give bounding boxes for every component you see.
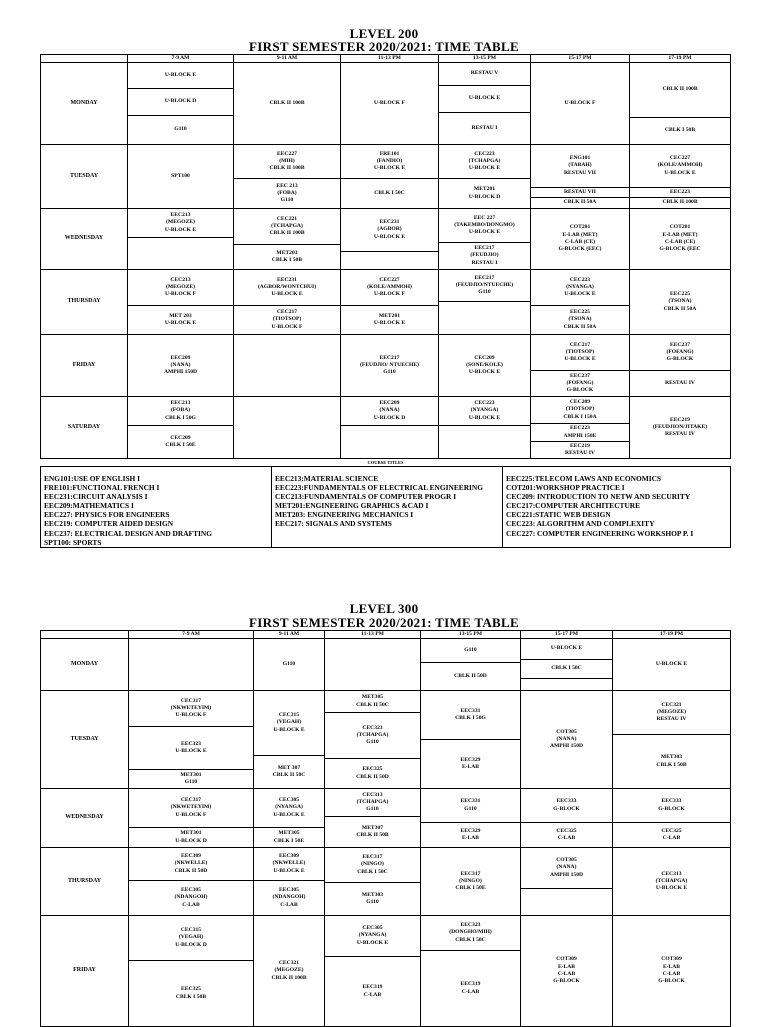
timetable-cell: G110 — [127, 115, 234, 145]
timetable-cell: CEC305 (NYANGA) U-BLOCK E — [324, 915, 421, 957]
timetable-cell: CBLK I 50B — [629, 117, 731, 145]
timetable-cell: CEC223 (NYANGA) U-BLOCK E — [438, 396, 531, 426]
timetable-cell: EEC219 RESTAU IV — [530, 441, 630, 459]
timetable-cell: EEC219 (FEUDJION/JITAKE) RESTAU IV — [629, 396, 731, 459]
timetable-cell: EEC331 CBLK I 50G — [420, 690, 521, 740]
timetable-cell: CEC209 CBLK I 50E — [127, 425, 234, 459]
day-label: MONDAY — [40, 638, 129, 691]
timetable-cell: EEC209 (NANA) AMPHI 150D — [127, 334, 234, 397]
timetable-cell — [127, 237, 234, 270]
timetable-cell: EEC227 (MIH) CBLK II 100B — [233, 144, 341, 179]
timetable-cell: EEC225 (TSONA) CBLK II 50A — [530, 305, 630, 335]
timetable-cell: EEC 227 (TAKEMBO/DONGMO) U-BLOCK E — [438, 208, 531, 243]
course-titles-column-2 — [275, 474, 483, 529]
course-title: EEC225:TELECOM LAWS AND ECONOMICS — [506, 474, 662, 483]
time-header: 15-17 PM — [520, 630, 613, 639]
timetable-cell: EEC305 (NDANGOH) C-LAB — [128, 880, 254, 916]
day-label: TUESDAY — [40, 144, 128, 209]
timetable-cell: EEC217 (FEUDJIO) RESTAU I — [438, 242, 531, 270]
course-titles-column-1 — [44, 474, 212, 547]
timetable-cell: CBLK II 100B — [629, 197, 731, 209]
timetable-cell: CEC221 (TCHAPGA) CBLK II 100B — [233, 208, 341, 245]
timetable-cell: G110 — [420, 638, 521, 663]
course-title: EEC217: SIGNALS AND SYSTEMS — [275, 519, 392, 529]
timetable-cell: CEC325 C-LAB — [612, 822, 731, 848]
timetable-cell: U-BLOCK E — [127, 62, 234, 89]
timetable-cell — [340, 251, 439, 270]
timetable-cell: EEC323 (DONGHO/MIH) CBLK I 50C — [420, 915, 521, 951]
timetable-cell: MET305 CBLK II 50C — [324, 690, 421, 713]
course-titles-label: COURSE TITLES — [367, 460, 404, 465]
course-title: EEC227: PHYSICS FOR ENGINEERS — [44, 510, 170, 520]
timetable-cell — [128, 638, 254, 691]
course-title: MET201:ENGINEERING GRAPHICS &CAD I — [275, 501, 429, 511]
time-header: 17-19 PM — [612, 630, 731, 639]
timetable-cell: EEC309 (NKWELLE) U-BLOCK E — [253, 847, 325, 881]
timetable-cell: EEC323 U-BLOCK E — [128, 726, 254, 770]
day-label: WEDNESDAY — [40, 208, 128, 270]
timetable-cell — [340, 425, 439, 459]
day-label: SATURDAY — [40, 396, 128, 459]
timetable-cell: EEC231 (AGBOR) U-BLOCK E — [340, 208, 439, 252]
timetable-cell — [233, 334, 341, 397]
timetable-cell — [438, 301, 531, 335]
timetable-cell: EEC309 (NKWELLE) CBLK II 50D — [128, 847, 254, 881]
timetable-cell: EEC317 (NINGO) CBLK I 50C — [324, 847, 421, 883]
timetable-cell: EEC237 (FOFANG) G-BLOCK — [530, 370, 630, 397]
course-title: CEC209: INTRODUCTION TO NETW AND SECURITY — [506, 492, 691, 502]
timetable-cell: RESTAU V — [438, 62, 531, 86]
timetable-cell: CEC213 (MEGOZE) U-BLOCK F — [127, 269, 234, 306]
time-header: 7-9 AM — [127, 54, 234, 63]
timetable-cell: EEC213 (FOBA) CBLK I 50G — [127, 396, 234, 426]
timetable-cell: EEC331 G110 — [420, 788, 521, 823]
timetable-cell: COT305 (NANA) AMPHI 150D — [520, 847, 613, 889]
timetable-cell: EEC325 CBLK II 50D — [324, 758, 421, 789]
timetable-cell: CBLK II 100B — [233, 62, 341, 145]
day-label: FRIDAY — [40, 915, 129, 1027]
timetable-cell: FRE101 (FANDIO) U-BLOCK E — [340, 144, 439, 179]
timetable-cell: CEC321 (MEGOZE) CBLK II 100B — [253, 915, 325, 1027]
timetable-cell: CEC323 (TCHAPGA) G110 — [324, 712, 421, 759]
course-title: EEC231:CIRCUIT ANALYSIS I — [44, 492, 148, 502]
timetable-cell: EEC217 (FEUDJIO/NTUECHE) G110 — [438, 269, 531, 302]
course-title: MET203: ENGINEERING MECHANICS I — [275, 510, 414, 520]
timetable-cell: G110 — [253, 638, 325, 691]
timetable-cell: CEC317 (NKWETEYIM) U-BLOCK F — [128, 690, 254, 727]
course-title: EEC219: COMPUTER AIDED DESIGN — [44, 519, 174, 529]
time-header: 7-9 AM — [128, 630, 254, 639]
timetable-cell: CBLK II 50A — [530, 197, 630, 209]
timetable-cell: CEC209 (TIOTSOP) CBLK I 150A — [530, 396, 630, 424]
time-header: 15-17 PM — [530, 54, 630, 63]
timetable-cell: MET 307 CBLK II 50C — [253, 755, 325, 789]
day-label: THURSDAY — [40, 269, 128, 335]
timetable-cell — [233, 396, 341, 459]
timetable-cell: EEC217 (FEUDJIO/ NTUECHE) G110 — [340, 334, 439, 397]
timetable-cell: CEC313 (TCHAPGA) G110 — [324, 788, 421, 817]
course-title: SPT100: SPORTS — [44, 537, 102, 547]
timetable-cell: MET201 U-BLOCK E — [340, 305, 439, 335]
timetable-cell: MET307 CBLK II 50B — [324, 816, 421, 848]
course-title: EEC223:FUNDAMENTALS OF ELECTRICAL ENGINEERING — [275, 483, 483, 493]
course-titles-column-3 — [506, 474, 693, 538]
level-300-semester-title: FIRST SEMESTER 2020/2021: TIME TABLE — [249, 615, 519, 630]
timetable-cell: COT305 (NANA) AMPHI 150D — [520, 690, 613, 789]
timetable-cell: RESTAU I — [438, 112, 531, 145]
level-200-title: LEVEL 200 — [349, 26, 419, 41]
time-header: 9-11 AM — [233, 54, 341, 63]
day-label: TUESDAY — [40, 690, 129, 789]
timetable-cell: U-BLOCK F — [340, 62, 439, 145]
course-title: COT201:WORKSHOP PRACTICE I — [506, 483, 625, 493]
timetable-cell: EEC329 E-LAB — [420, 739, 521, 789]
timetable-cell: MET303 G110 — [324, 882, 421, 916]
timetable-cell: EEC333 G-BLOCK — [520, 788, 613, 823]
timetable-cell: COT309 E-LAB C-LAB G-BLOCK — [612, 915, 731, 1027]
timetable-cell: CEC315 (VEGAH) U-BLOCK D — [128, 915, 254, 961]
course-title: CEC227: COMPUTER ENGINEERING WORKSHOP P. I — [506, 528, 694, 538]
course-title: CEC221:STATIC WEB DESIGN — [506, 510, 611, 520]
course-title: EEC213:MATERIAL SCIENCE — [275, 474, 379, 483]
course-title: CEC223: ALGORITHM AND COMPLEXITY — [506, 519, 655, 529]
timetable-cell: CEC217 (TIOTSOP) U-BLOCK E — [530, 334, 630, 371]
timetable-cell: SPT100 — [127, 144, 234, 209]
time-header: 17-19 PM — [629, 54, 731, 63]
timetable-cell: COT309 E-LAB C-LAB G-BLOCK — [520, 915, 613, 1027]
timetable-cell: EEC237 (FOFANG) G-BLOCK — [629, 334, 731, 371]
timetable-cell: CEC217 (TIOTSOP) U-BLOCK F — [233, 305, 341, 335]
timetable-cell: CBLK I 50C — [340, 178, 439, 209]
course-title: EEC237: ELECTRICAL DESIGN AND DRAFTING — [44, 528, 212, 538]
timetable-cell: EEC325 CBLK I 50B — [128, 960, 254, 1027]
day-label: FRIDAY — [40, 334, 128, 397]
time-header: 13-15 PM — [438, 54, 531, 63]
timetable-cell: ENG101 (TABAH) RESTAU VII — [530, 144, 630, 188]
timetable-cell: EEC223 AMPHI 150E — [530, 423, 630, 442]
timetable-cell: EEC223 — [629, 187, 731, 198]
course-title: FRE101:FUNCTIONAL FRENCH I — [44, 483, 160, 493]
day-label: MONDAY — [40, 62, 128, 145]
timetable-cell: CEC209 (SONE/KOLE) U-BLOCK E — [438, 334, 531, 397]
timetable-cell: COT201 E-LAB (MET) C-LAB (CE) G-BLOCK (EEC) — [530, 208, 630, 270]
timetable-cell: EEC209 (NANA) U-BLOCK D — [340, 396, 439, 426]
timetable-cell: EEC317 (NINGO) CBLK I 50E — [420, 847, 521, 916]
timetable-cell: U-BLOCK E — [438, 85, 531, 113]
time-header: 11-13 PM — [340, 54, 439, 63]
timetable-cell: CEC321 (MEGOZE) RESTAU IV — [612, 690, 731, 735]
timetable-cell: MET301 G110 — [128, 769, 254, 789]
timetable-cell — [520, 888, 613, 916]
timetable-cell: EEC305 (NDANGOH) C-LAB — [253, 880, 325, 916]
day-label: WEDNESDAY — [40, 788, 129, 848]
timetable-cell: EEC319 C-LAB — [324, 956, 421, 1027]
timetable-cell: EEC329 E-LAB — [420, 822, 521, 848]
timetable-cell: CEC223 (TCHAPGA) U-BLOCK E — [438, 144, 531, 179]
timetable-cell: EEC319 C-LAB — [420, 950, 521, 1027]
timetable-cell: CEC305 (NYANGA) U-BLOCK E — [253, 788, 325, 828]
timetable-cell: U-BLOCK D — [127, 88, 234, 116]
timetable-cell: CEC325 C-LAB — [520, 822, 613, 848]
timetable-cell: CBLK II 100B — [629, 62, 731, 118]
timetable-cell: MET203 CBLK I 50B — [233, 244, 341, 270]
timetable-cell: MET305 CBLK I 50E — [253, 827, 325, 848]
day-label: THURSDAY — [40, 847, 129, 916]
course-title: ENG101:USE OF ENGLISH I — [44, 474, 141, 483]
timetable-cell: CBLK II 50D — [420, 662, 521, 691]
timetable-cell: CBLK I 50C — [520, 659, 613, 679]
timetable-cell: MET 203 U-BLOCK E — [127, 305, 234, 335]
timetable-cell: EEC231 (AGBOR/WONTCHUI) U-BLOCK E — [233, 269, 341, 306]
level-300-title: LEVEL 300 — [349, 601, 419, 616]
timetable-cell: CEC313 (TCHAPGA) U-BLOCK E — [612, 847, 731, 916]
course-title: EEC209:MATHEMATICS I — [44, 501, 134, 511]
timetable-cell: CEC315 (VEGAH) U-BLOCK E — [253, 690, 325, 756]
timetable-cell: CEC223 (NYANGA) U-BLOCK E — [530, 269, 630, 306]
timetable-cell: RESTAU IV — [629, 370, 731, 397]
timetable-cell: CEC317 (NKWETEYIM) U-BLOCK F — [128, 788, 254, 828]
timetable-cell: CEC227 (KOLE/AMMOH) U-BLOCK F — [340, 269, 439, 306]
timetable-cell: EEC225 (TSONA) CBLK II 50A — [629, 269, 731, 335]
timetable-cell: EEC333 G-BLOCK — [612, 788, 731, 823]
time-header: 13-15 PM — [420, 630, 521, 639]
level-200-semester-title: FIRST SEMESTER 2020/2021: TIME TABLE — [249, 39, 519, 54]
timetable-cell: RESTAU VII — [530, 187, 630, 198]
timetable-cell: COT201 E-LAB (MET) C-LAB (CE) G-BLOCK (EEC — [629, 208, 731, 270]
timetable-cell: U-BLOCK F — [530, 62, 630, 145]
timetable-cell: EEC213 (MEGOZE) U-BLOCK E — [127, 208, 234, 238]
course-title: CEC217:COMPUTER ARCHITECTURE — [506, 501, 641, 511]
time-header: 9-11 AM — [253, 630, 325, 639]
timetable-cell: MET201 U-BLOCK D — [438, 178, 531, 209]
course-title: CEC213:FUNDAMENTALS OF COMPUTER PROGR I — [275, 492, 457, 502]
timetable-cell: U-BLOCK E — [612, 638, 731, 691]
timetable-cell: MET303 CBLK I 50B — [612, 734, 731, 789]
time-header: 11-13 PM — [324, 630, 421, 639]
timetable-cell: U-BLOCK E — [520, 638, 613, 660]
timetable-cell: EEC 213 (FOBA) G110 — [233, 178, 341, 209]
timetable-cell — [324, 638, 421, 691]
timetable-cell: MET301 U-BLOCK D — [128, 827, 254, 848]
timetable-cell — [438, 425, 531, 459]
timetable-cell: CEC227 (KOLE/AMMOH) U-BLOCK E — [629, 144, 731, 188]
